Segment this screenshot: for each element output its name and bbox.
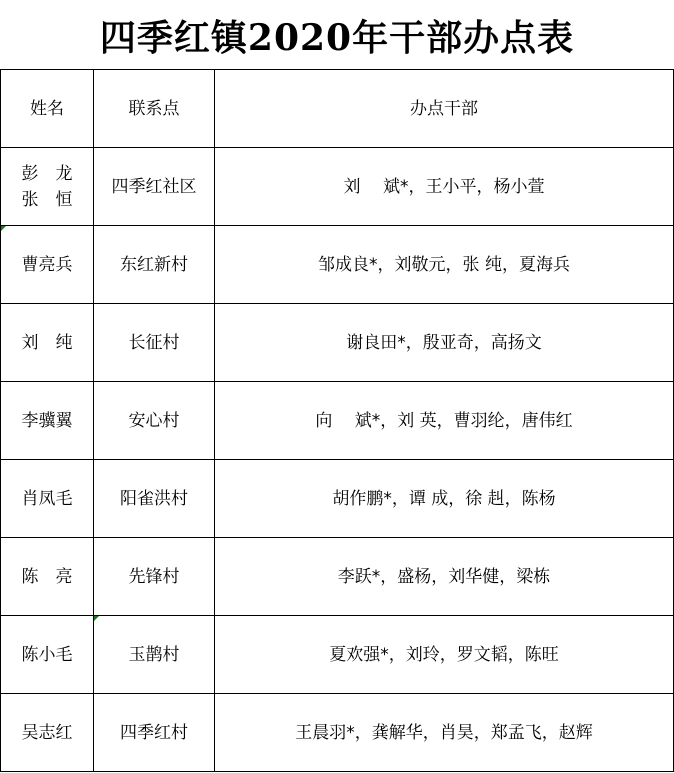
cell-contact-point: 四季红村 bbox=[94, 694, 215, 772]
table-row bbox=[1, 694, 674, 772]
page-title: 四季红镇2020年干部办点表 bbox=[99, 16, 575, 59]
cell-cadres: 刘 斌*，王小平，杨小萱 bbox=[215, 148, 674, 226]
cell-contact-point bbox=[94, 616, 215, 694]
table-row bbox=[1, 226, 674, 304]
cell-name: 陈小毛 bbox=[1, 616, 94, 694]
cell-name: 李骥翼 bbox=[1, 382, 94, 460]
cell-name: 肖凤毛 bbox=[1, 460, 94, 538]
table-row bbox=[1, 616, 674, 694]
cell-contact-point: 先锋村 bbox=[94, 538, 215, 616]
cell-name: 刘 纯 bbox=[1, 304, 94, 382]
cell-contact-point: 安心村 bbox=[94, 382, 215, 460]
cell-cadres: 向 斌*，刘 英，曹羽纶，唐伟红 bbox=[215, 382, 674, 460]
cell-cadres: 胡作鹏*，谭 成，徐 赳，陈杨 bbox=[215, 460, 674, 538]
cell-name: 陈 亮 bbox=[1, 538, 94, 616]
cell-contact-point: 东红新村 bbox=[94, 226, 215, 304]
table-row bbox=[1, 460, 674, 538]
header-contact-point: 联系点 bbox=[94, 70, 215, 148]
table-row bbox=[1, 304, 674, 382]
header-cadres: 办点干部 bbox=[215, 70, 674, 148]
cell-contact-point-text: 玉鹊村 bbox=[128, 644, 180, 665]
cell-name-text: 曹亮兵 bbox=[21, 254, 73, 275]
cell-cadres: 夏欢强*，刘玲，罗文韬，陈旺 bbox=[215, 616, 674, 694]
table-row bbox=[1, 148, 674, 226]
cadre-table bbox=[0, 69, 674, 772]
table-header-row bbox=[1, 70, 674, 148]
table-row bbox=[1, 382, 674, 460]
cell-name: 吴志红 bbox=[1, 694, 94, 772]
cell-comment-marker-icon bbox=[94, 616, 99, 621]
cell-name: 彭 龙 张 恒 bbox=[1, 148, 94, 226]
header-name: 姓名 bbox=[1, 70, 94, 148]
cell-cadres: 邹成良*，刘敬元，张 纯，夏海兵 bbox=[215, 226, 674, 304]
cell-cadres: 谢良田*，殷亚奇，高扬文 bbox=[215, 304, 674, 382]
table-row bbox=[1, 538, 674, 616]
cell-comment-marker-icon bbox=[1, 226, 6, 231]
cell-cadres: 李跃*，盛杨，刘华健，梁栋 bbox=[215, 538, 674, 616]
cell-cadres: 王晨羽*，龚解华，肖昊，郑孟飞，赵辉 bbox=[215, 694, 674, 772]
cell-name bbox=[1, 226, 94, 304]
cell-contact-point: 四季红社区 bbox=[94, 148, 215, 226]
cell-contact-point: 长征村 bbox=[94, 304, 215, 382]
cell-contact-point: 阳雀洪村 bbox=[94, 460, 215, 538]
